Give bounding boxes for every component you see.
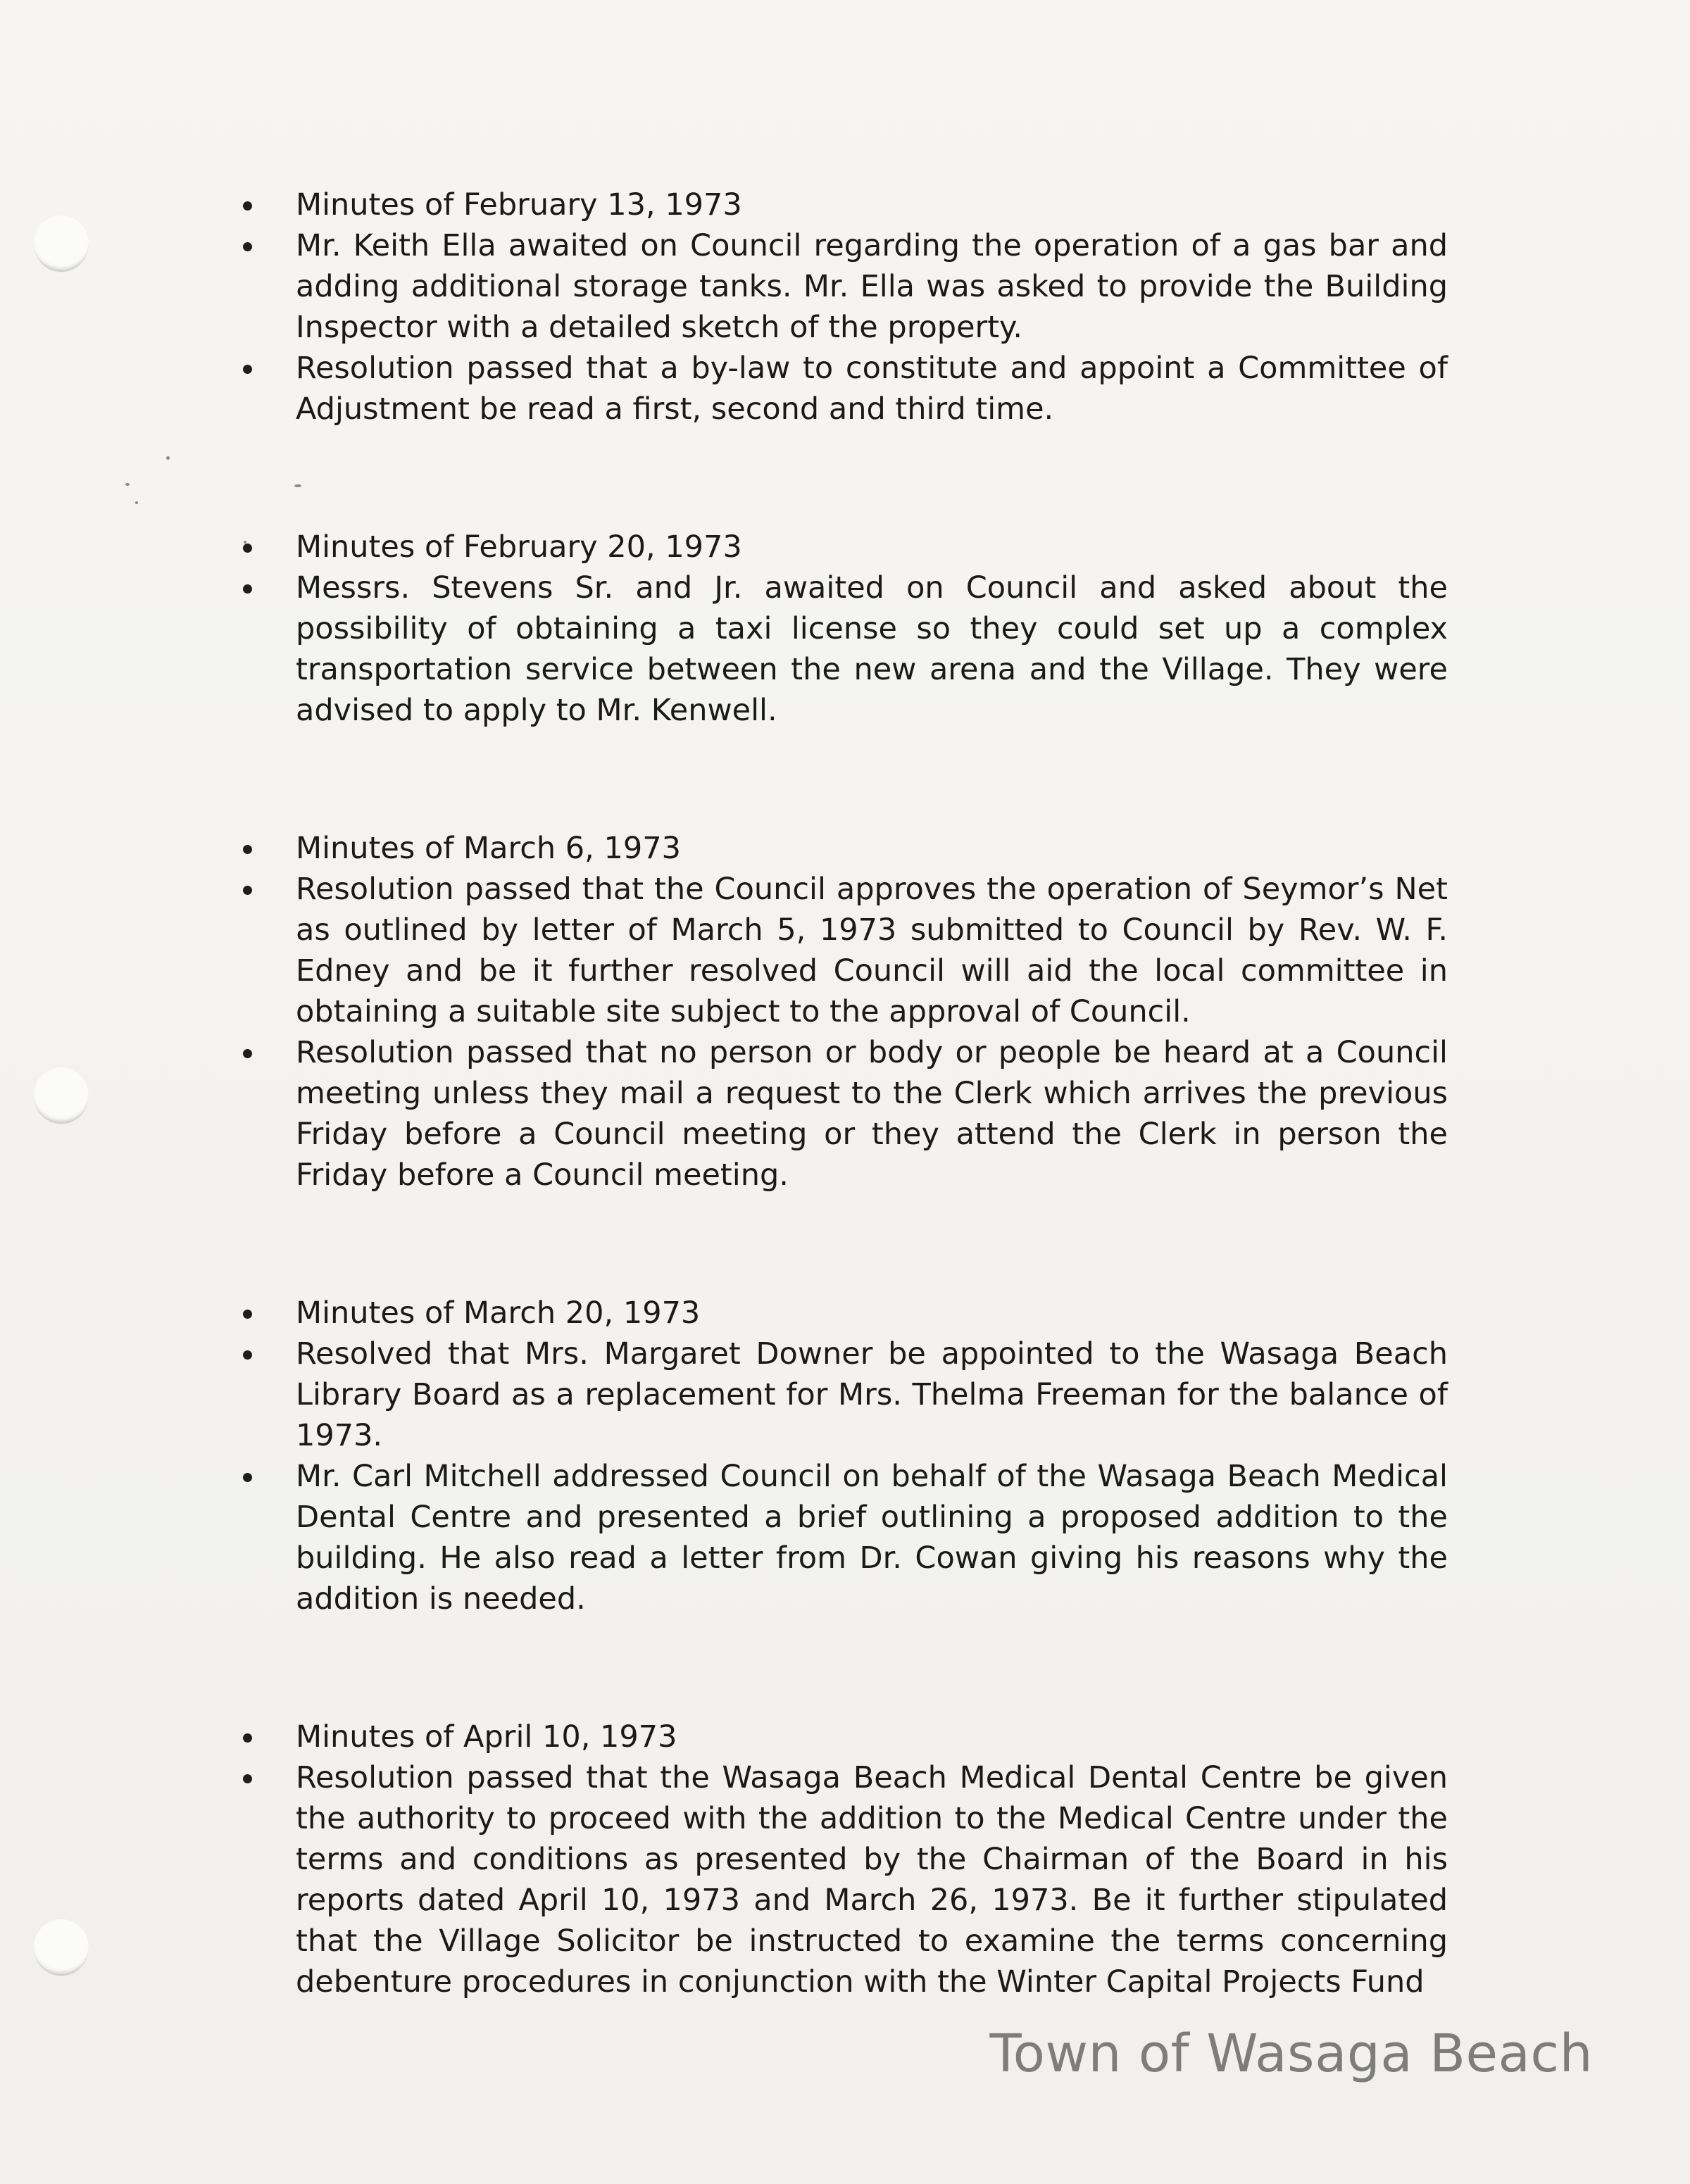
punch-hole (34, 1919, 89, 1976)
minutes-heading: Minutes of April 10, 1973 (237, 1717, 1448, 1757)
scan-speck (166, 456, 170, 460)
minutes-entry: Resolution passed that a by-law to constitute and appoint a Committee of Adjustment be read a first, second and third time. (237, 348, 1448, 429)
minutes-entry: Resolution passed that the Wasaga Beach Medical Dental Centre be given the authority to proceed with the addition to the Medical Centre under the terms and conditions as presented by the Chairman of the Board in his reports dated April 10, 1973 and March 26, 1973. Be it further stipulated that the Village Solicitor be instructed to examine the terms concerning debenture procedures in conjunction with the Winter Capital Projects Fund (237, 1757, 1448, 2002)
minutes-entry: Mr. Keith Ella awaited on Council regarding the operation of a gas bar and adding additional storage tanks. Mr. Ella was asked to provide the Building Inspector with a detailed sketch of the property. (237, 225, 1448, 348)
watermark: Town of Wasaga Beach (989, 2023, 1593, 2084)
minutes-heading: Minutes of February 20, 1973 (237, 527, 1448, 567)
punch-hole (34, 215, 89, 272)
punch-hole (34, 1067, 89, 1124)
minutes-section (237, 828, 1448, 1195)
minutes-entry: Mr. Carl Mitchell addressed Council on behalf of the Wasaga Beach Medical Dental Centre and presented a brief outlining a proposed addition to the building. He also read a letter from Dr. Cowan giving his reasons why the addition is needed. (237, 1456, 1448, 1619)
minutes-entry: Resolution passed that no person or body or people be heard at a Council meeting unless they mail a request to the Clerk which arrives the previous Friday before a Council meeting or they attend the Clerk in person the Friday before a Council meeting. (237, 1032, 1448, 1195)
minutes-list (237, 184, 1448, 2002)
minutes-section (237, 1293, 1448, 1619)
scan-speck (135, 501, 138, 504)
minutes-section (237, 184, 1448, 429)
minutes-section (237, 1717, 1448, 2002)
minutes-entry: Resolution passed that the Council approves the operation of Seymor’s Net as outlined by letter of March 5, 1973 submitted to Council by Rev. W. F. Edney and be it further resolved Council will aid the local committee in obtaining a suitable site subject to the approval of Council. (237, 869, 1448, 1032)
minutes-heading: Minutes of March 20, 1973 (237, 1293, 1448, 1333)
minutes-section (237, 527, 1448, 731)
minutes-heading: Minutes of March 6, 1973 (237, 828, 1448, 869)
minutes-entry: Resolved that Mrs. Margaret Downer be appointed to the Wasaga Beach Library Board as a replacement for Mrs. Thelma Freeman for the balance of 1973. (237, 1333, 1448, 1456)
minutes-heading: Minutes of February 13, 1973 (237, 184, 1448, 225)
scan-speck (125, 483, 130, 486)
minutes-entry: Messrs. Stevens Sr. and Jr. awaited on Council and asked about the possibility of obtaining a taxi license so they could set up a complex transportation service between the new arena and the Village. They were advised to apply to Mr. Kenwell. (237, 567, 1448, 731)
